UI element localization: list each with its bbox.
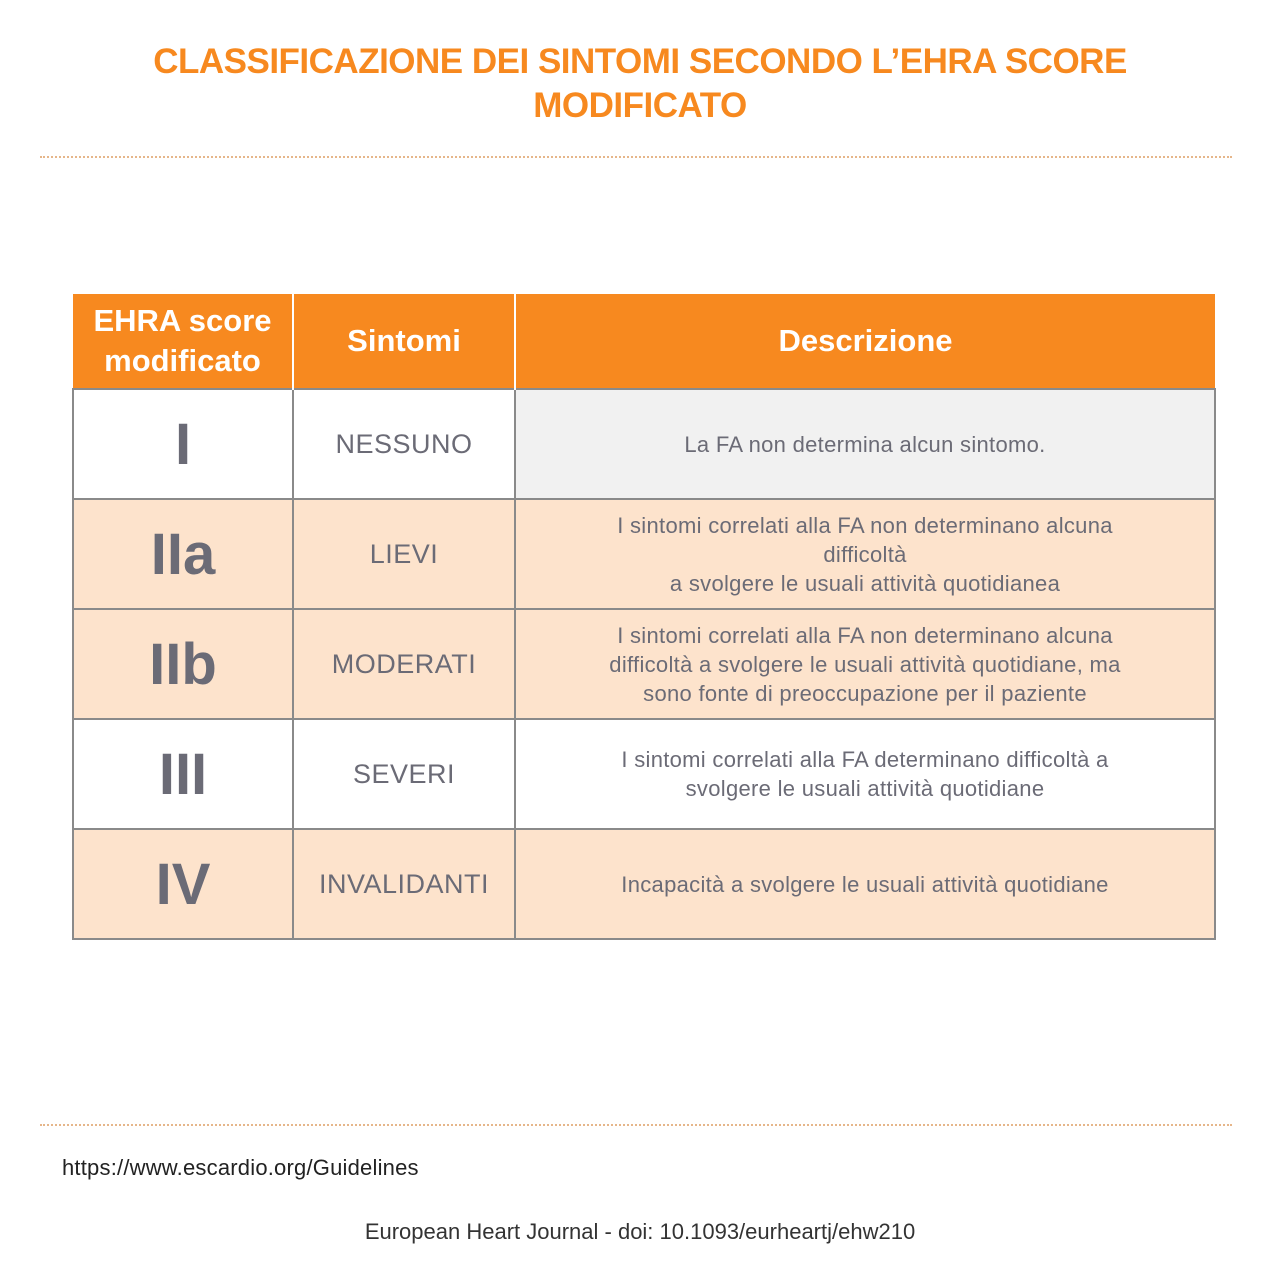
description-line: I sintomi correlati alla FA non determinano alcuna [617, 622, 1113, 648]
header-ehra-score [73, 294, 293, 389]
symptom-cell: MODERATI [293, 609, 515, 719]
bottom-divider [40, 1124, 1232, 1126]
description-cell [515, 829, 1215, 939]
journal-citation: European Heart Journal - doi: 10.1093/eurheartj/ehw210 [364, 1219, 916, 1244]
table-row [73, 829, 1215, 939]
description-cell [515, 609, 1215, 719]
top-divider [40, 156, 1232, 158]
table-row [73, 719, 1215, 829]
description-cell [515, 389, 1215, 499]
description-line: svolgere le usuali attività quotidiane [685, 776, 1045, 801]
description-line: sono fonte di preoccupazione per il paziente [643, 680, 1087, 706]
description-cell [515, 499, 1215, 609]
description-line: Incapacità a svolgere le usuali attività quotidiane [621, 871, 1109, 897]
description-line: I sintomi correlati alla FA non determinano alcuna [617, 512, 1113, 538]
description-line: difficoltà [823, 541, 907, 567]
score-cell: IV [73, 829, 293, 939]
page-title-line-2: MODIFICATO [533, 86, 747, 125]
table-row [73, 389, 1215, 499]
page-title [40, 40, 1240, 128]
guidelines-link[interactable]: https://www.escardio.org/Guidelines [62, 1155, 419, 1180]
description-line: a svolgere le usuali attività quotidianea [669, 570, 1061, 596]
header-ehra-score-line-1: EHRA score [93, 303, 272, 338]
score-cell: I [73, 389, 293, 499]
symptom-cell: NESSUNO [293, 389, 515, 499]
symptom-cell: SEVERI [293, 719, 515, 829]
table-row [73, 499, 1215, 609]
header-ehra-score-line-2: modificato [104, 343, 261, 378]
symptom-cell: INVALIDANTI [293, 829, 515, 939]
description-line: difficoltà a svolgere le usuali attività quotidiane, ma [609, 651, 1121, 677]
score-cell: III [73, 719, 293, 829]
table-header-row [73, 294, 1215, 389]
description-line: I sintomi correlati alla FA determinano difficoltà a [621, 747, 1109, 772]
score-cell: IIa [73, 499, 293, 609]
header-description: Descrizione [515, 294, 1215, 389]
table-row [73, 609, 1215, 719]
description-cell [515, 719, 1215, 829]
description-line: La FA non determina alcun sintomo. [684, 431, 1046, 457]
header-symptoms: Sintomi [293, 294, 515, 389]
symptom-cell: LIEVI [293, 499, 515, 609]
score-cell: IIb [73, 609, 293, 719]
page-title-line-1: CLASSIFICAZIONE DEI SINTOMI SECONDO L’EHRA SCORE [153, 42, 1127, 81]
ehra-score-table [72, 294, 1216, 940]
